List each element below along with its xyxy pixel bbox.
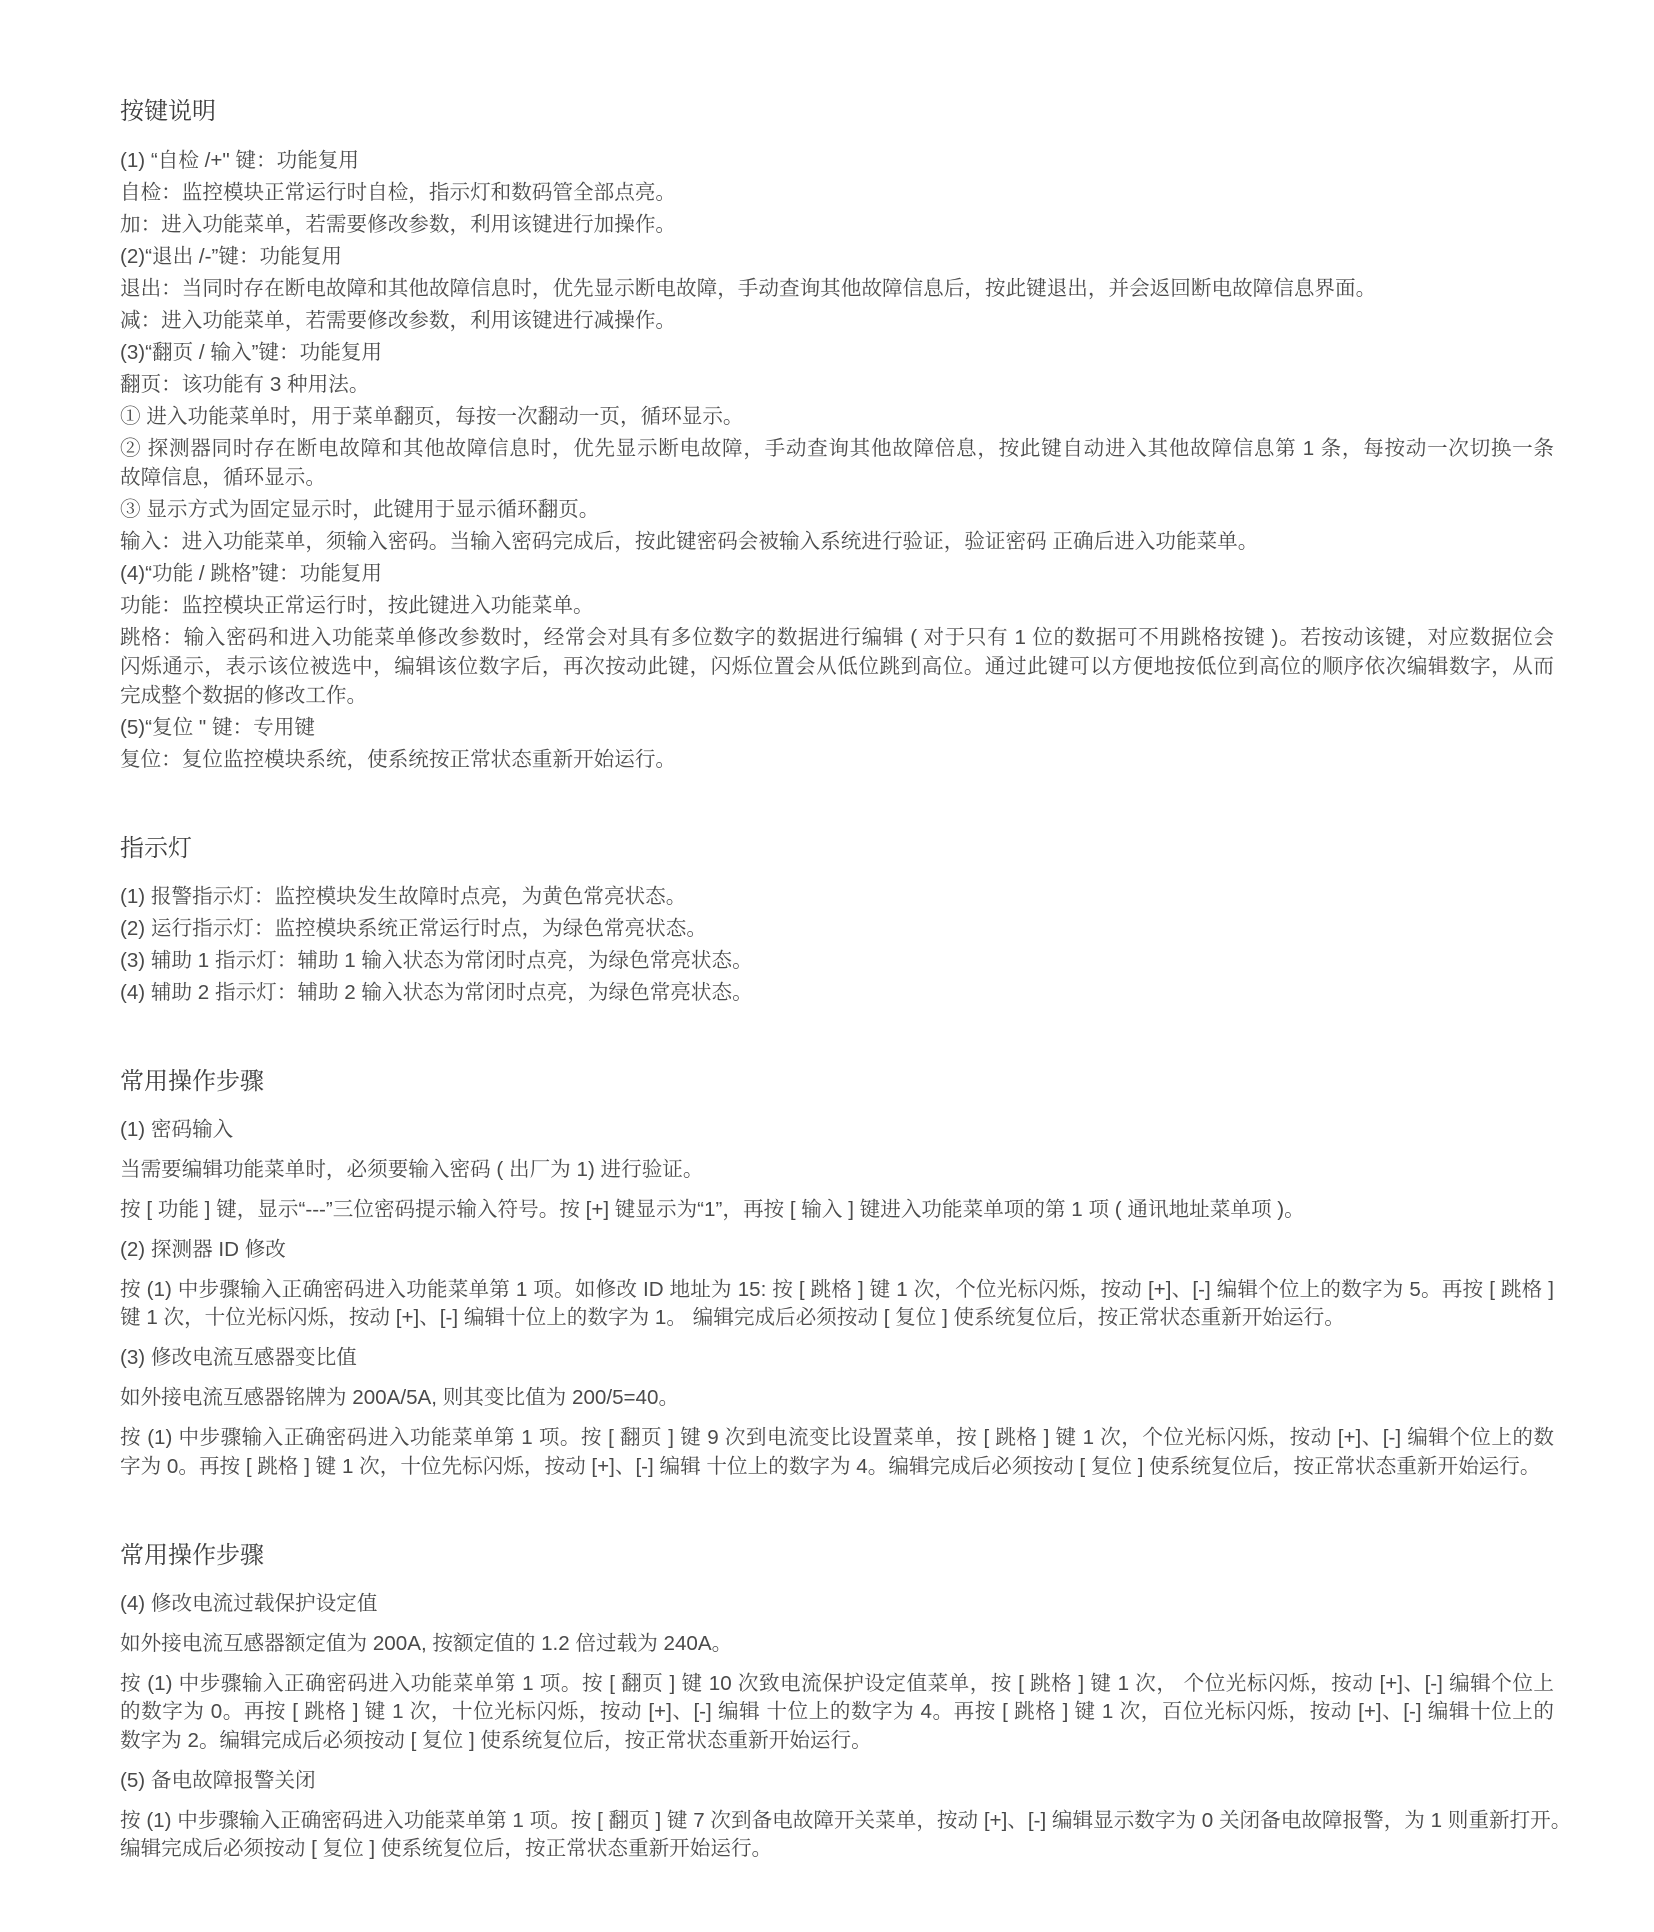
document-page <box>120 97 1572 1867</box>
paragraph <box>120 559 1554 588</box>
text-line: (4)“功能 / 跳格”键：功能复用 <box>120 561 382 585</box>
text-line: 键 1 次，十位光标闪烁，按动 [+]、[-] 编辑十位上的数字为 1。 编辑完成后必须按动 [ 复位 ] 使系统复位后，按正常状态重新开始运行。 <box>120 1306 1345 1329</box>
paragraph <box>120 434 1554 492</box>
paragraph <box>120 946 1554 975</box>
text-line: (4) 修改电流过载保护设定值 <box>120 1591 378 1615</box>
text-line: 完成整个数据的修改工作。 <box>120 683 368 707</box>
paragraph <box>120 242 1554 271</box>
text-line: 复位：复位监控模块系统，使系统按正常状态重新开始运行。 <box>120 747 677 771</box>
text-line: (3) 修改电流互感器变比值 <box>120 1346 357 1369</box>
text-line: 翻页：该功能有 3 种用法。 <box>120 372 370 396</box>
section-indicator-lights <box>120 834 1554 1008</box>
section-heading: 指示灯 <box>120 834 192 862</box>
paragraph <box>120 402 1554 431</box>
text-line: 自检：监控模块正常运行时自检，指示灯和数码管全部点亮。 <box>120 180 677 204</box>
paragraph <box>120 882 1554 911</box>
text-line: (4) 辅助 2 指示灯：辅助 2 输入状态为常闭时点亮，为绿色常亮状态。 <box>120 981 753 1004</box>
text-line: (1) 报警指示灯：监控模块发生故障时点亮，为黄色常亮状态。 <box>120 885 687 908</box>
text-line: 按 (1) 中步骤输入正确密码进入功能菜单第 1 项。按 [ 翻页 ] 键 7 次到备电故障开关菜单，按动 [+]、[-] 编辑显示数字为 0 关闭备电故障报警，为 1 则重新打开。 <box>120 1808 1572 1832</box>
text-line: 如外接电流互感器铭牌为 200A/5A, 则其变比值为 200/5=40。 <box>120 1386 680 1409</box>
text-line: 按 (1) 中步骤输入正确密码进入功能菜单第 1 项。如修改 ID 地址为 15: 按 [ 跳格 ] 键 1 次，个位光标闪烁，按动 [+]、[-] 编辑个位上的数字为 5。再按 [ 跳格 ] <box>120 1277 1554 1301</box>
text-line: 当需要编辑功能菜单时，必须要输入密码 ( 出厂为 1) 进行验证。 <box>120 1157 704 1181</box>
section-heading: 按键说明 <box>120 98 216 125</box>
text-line: (2) 探测器 ID 修改 <box>120 1237 286 1261</box>
section-operation-steps-part2 <box>120 1541 1572 1864</box>
text-line: 如外接电流互感器额定值为 200A, 按额定值的 1.2 倍过载为 240A。 <box>120 1631 733 1655</box>
paragraph <box>120 1156 1554 1185</box>
text-line: 编辑完成后必须按动 [ 复位 ] 使系统复位后，按正常状态重新开始运行。 <box>120 1837 773 1860</box>
paragraph <box>120 1590 1554 1619</box>
paragraph <box>120 338 1554 367</box>
text-line: ③ 显示方式为固定显示时，此键用于显示循环翻页。 <box>120 497 600 521</box>
section-heading: 常用操作步骤 <box>120 1068 264 1095</box>
paragraph <box>120 591 1554 620</box>
paragraph <box>120 495 1554 524</box>
text-line: 功能：监控模块正常运行时，按此键进入功能菜单。 <box>120 593 594 617</box>
paragraph <box>120 1116 1554 1145</box>
text-line: 字为 0。再按 [ 跳格 ] 键 1 次，十位先标闪烁，按动 [+]、[-] 编辑 十位上的数字为 4。编辑完成后必须按动 [ 复位 ] 使系统复位后，按正常状态重新开始运行。 <box>120 1454 1541 1478</box>
paragraph <box>120 745 1554 774</box>
paragraph <box>120 1807 1572 1864</box>
text-line: (3) 辅助 1 指示灯：辅助 1 输入状态为常闭时点亮，为绿色常亮状态。 <box>120 949 753 972</box>
paragraph <box>120 306 1554 335</box>
paragraph <box>120 1670 1554 1756</box>
paragraph <box>120 178 1554 207</box>
paragraph <box>120 1276 1554 1333</box>
text-line: 输入：进入功能菜单，须输入密码。当输入密码完成后，按此键密码会被输入系统进行验证，验证密码 正确后进入功能菜单。 <box>120 529 1259 553</box>
paragraph <box>120 1236 1554 1265</box>
text-line: (2)“退出 /-”键：功能复用 <box>120 244 342 268</box>
paragraph <box>120 1630 1554 1659</box>
paragraph <box>120 1767 1554 1796</box>
text-line: (1) 密码输入 <box>120 1117 234 1141</box>
paragraph <box>120 274 1554 303</box>
paragraph <box>120 713 1554 742</box>
text-line: 跳格：输入密码和进入功能菜单修改参数时，经常会对具有多位数字的数据进行编辑 ( 对于只有 1 位的数据可不用跳格按键 )。若按动该键，对应数据位会 <box>120 625 1554 649</box>
paragraph <box>120 623 1554 710</box>
text-line: 数字为 2。编辑完成后必须按动 [ 复位 ] 使系统复位后，按正常状态重新开始运行。 <box>120 1728 872 1752</box>
text-line: 按 [ 功能 ] 键，显示“---”三位密码提示输入符号。按 [+] 键显示为“1”，再按 [ 输入 ] 键进入功能菜单项的第 1 项 ( 通讯地址菜单项 )。 <box>120 1197 1305 1221</box>
text-line: 按 (1) 中步骤输入正确密码进入功能菜单第 1 项。按 [ 翻页 ] 键 10 次致电流保护设定值菜单，按 [ 跳格 ] 键 1 次， 个位光标闪烁，按动 [+]、[-] 编辑个位上 <box>120 1671 1554 1695</box>
paragraph <box>120 146 1554 175</box>
text-line: (5)“复位 " 键：专用键 <box>120 715 315 739</box>
section-heading: 常用操作步骤 <box>120 1542 264 1569</box>
section-key-description <box>120 97 1554 774</box>
text-line: ① 进入功能菜单时，用于菜单翻页，每按一次翻动一页，循环显示。 <box>120 404 744 428</box>
paragraph <box>120 1344 1554 1373</box>
section-operation-steps-part1 <box>120 1067 1554 1481</box>
text-line: 的数字为 0。再按 [ 跳格 ] 键 1 次，十位光标闪烁，按动 [+]、[-] 编辑 十位上的数字为 4。再按 [ 跳格 ] 键 1 次，百位光标闪烁，按动 [+]、[-] 编辑十位上的 <box>120 1700 1554 1723</box>
text-line: 退出：当同时存在断电故障和其他故障信息时，优先显示断电故障，手动查询其他故障信息后，按此键退出，并会返回断电故障信息界面。 <box>120 276 1377 300</box>
text-line: 故障信息，循环显示。 <box>120 465 326 489</box>
paragraph <box>120 210 1554 239</box>
paragraph <box>120 527 1554 556</box>
text-line: (1) “自检 /+" 键：功能复用 <box>120 148 359 172</box>
text-line: 加：进入功能菜单，若需要修改参数，利用该键进行加操作。 <box>120 212 677 236</box>
paragraph <box>120 370 1554 399</box>
paragraph <box>120 978 1554 1007</box>
paragraph <box>120 1196 1554 1225</box>
text-line: ② 探测器同时存在断电故障和其他故障信息时，优先显示断电故障，手动查询其他故障倍息，按此键自动进入其他故障信息第 1 条，每按动一次切换一条 <box>120 436 1554 460</box>
text-line: (3)“翻页 / 输入”键：功能复用 <box>120 340 382 364</box>
paragraph <box>120 1424 1554 1481</box>
paragraph <box>120 914 1554 943</box>
text-line: 按 (1) 中步骤输入正确密码进入功能菜单第 1 项。按 [ 翻页 ] 键 9 次到电流变比设置菜单，按 [ 跳格 ] 键 1 次，个位光标闪烁，按动 [+]、[-] 编辑个位上的数 <box>120 1426 1554 1449</box>
text-line: 减：进入功能菜单，若需要修改参数，利用该键进行减操作。 <box>120 308 677 332</box>
text-line: (2) 运行指示灯：监控模块系统正常运行时点，为绿色常亮状态。 <box>120 917 707 940</box>
text-line: (5) 备电故障报警关闭 <box>120 1768 316 1792</box>
text-line: 闪烁通示，表示该位被选中，编辑该位数字后，再次按动此键，闪烁位置会从低位跳到高位。通过此键可以方便地按低位到高位的顺序依次编辑数字，从而 <box>120 654 1554 678</box>
paragraph <box>120 1384 1554 1413</box>
